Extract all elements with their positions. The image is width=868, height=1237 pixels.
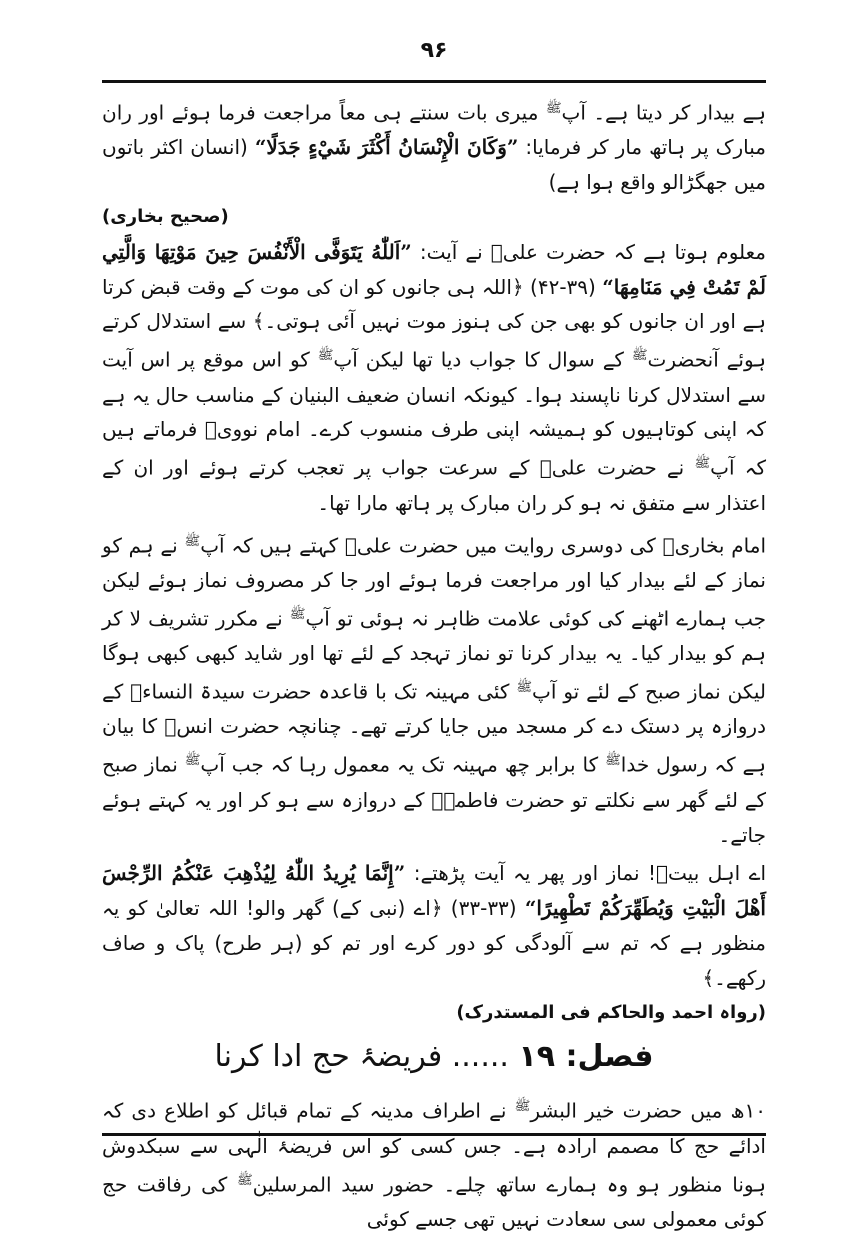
p1-text-2: میری بات سنتے ہی معاً مراجعت فرما ہوئے اور ران مبارک پر ہاتھ مار کر فرمایا: (102, 100, 767, 160)
section-title: فریضۂ حج ادا کرنا (214, 1039, 443, 1075)
p3-text-2: نے ہم کو نماز کے لئے بیدار کیا اور مراجعت فرما ہوئے اور جا کر مصروف نماز ہوئے لیکن جب ہمارے اٹھنے کی کوئی علامت ظاہر نہ ہوئی تو آپ (102, 533, 767, 631)
verse-reference: (۳۹-۴۲) (530, 274, 596, 299)
section-heading (102, 1032, 766, 1082)
p4-text-1: اے اہل بیتؓ! نماز اور پھر یہ آیت پڑھتے: (405, 861, 766, 886)
p2-text-3: کے سوال کا جواب دیا تھا لیکن آپ (333, 347, 632, 372)
quran-quote: ”اَللّٰهُ يَتَوَفَّى الْأَنْفُسَ حِينَ مَوْتِهَا وَالَّتِي لَمْ تَمُتْ فِي مَنَامِهَا“ (102, 239, 766, 299)
salla-symbol: ﷺ (236, 1172, 253, 1188)
p3-text-1: امام بخاریؒ کی دوسری روایت میں حضرت علیؓ کہتے ہیں کہ آپ (200, 533, 766, 558)
paragraph-3 (102, 525, 766, 853)
salla-symbol: ﷺ (631, 348, 648, 364)
p1-text-1: ہے بیدار کر دیتا ہے۔ آپ (561, 100, 766, 125)
p3-text-4: کئی مہینہ تک با قاعدہ حضرت سیدۃ النساءؓ کے دروازہ پر دستک دے کر مسجد میں جایا کرتے تھے۔ چنانچہ حضرت انسؓ کا بیان ہے کہ رسول خدا (102, 679, 766, 777)
page-body (102, 92, 766, 1237)
source-citation: (رواہ احمد والحاکم فی المستدرک) (456, 1001, 766, 1023)
verse-reference: (۳۳-۳۳) (450, 896, 517, 921)
salla-symbol: ﷺ (317, 348, 334, 364)
salla-symbol: ﷺ (694, 456, 711, 472)
p4-text-2: ﴿اے (نبی کے) گھر والو! اللہ تعالیٰ کو یہ منظور ہے کہ تم سے آلودگی کو دور کرے اور تم کو (ہر طرح) پاک و صاف رکھے۔﴾ (102, 896, 766, 990)
paragraph-1 (102, 92, 766, 200)
top-rule (102, 80, 766, 83)
p5-text-1: ۱۰ھ میں حضرت خیر البشر (530, 1098, 766, 1123)
p3-text-3: نے مکرر تشریف لا کر ہم کو بیدار کیا۔ یہ بیدار کرنا تو نماز تہجد کے لئے تھا اور شاید کبھی کبھی ہوگا لیکن نماز صبح کے لئے تو آپ (102, 606, 766, 704)
source-citation: (صحیح بخاری) (102, 206, 229, 228)
p3-text-5: کا برابر چھ مہینہ تک یہ معمول رہا کہ جب آپ (200, 752, 606, 777)
source-row-1 (102, 200, 766, 235)
paragraph-2 (102, 235, 766, 521)
p3-text-6: نماز صبح کے لئے گھر سے نکلتے تو حضرت فاطمہؓ کے دروازہ سے ہو کر اور یہ کہتے ہوئے جاتے۔ (102, 752, 766, 847)
paragraph-4 (102, 856, 766, 995)
section-dots: ...... (451, 1039, 509, 1075)
p5-text-2: نے اطراف مدینہ کے تمام قبائل کو اطلاع دی کہ ادائے حج کا مصمم ارادہ ہے۔ جس کسی کو اس فریضۂ الٰہی سے سبکدوش ہونا منظور ہو وہ ہمارے ساتھ چلے۔ حضور سید المرسلین (102, 1098, 766, 1197)
p2-text-2: ﴿اللہ ہی جانوں کو ان کی موت کے وقت قبض کرتا ہے اور ان جانوں کو بھی جن کی ہنوز موت نہیں آئی ہوتی۔﴾ سے استدلال کرتے ہوئے آنحضرت (102, 274, 767, 372)
bottom-rule (102, 1133, 766, 1136)
quran-quote: ”إِنَّمَا يُرِيدُ اللّٰهُ لِيُذْهِبَ عَنْكُمُ الرِّجْسَ أَهْلَ الْبَيْتِ وَيُطَهِّرَكُمْ تَطْهِيرًا“ (102, 861, 766, 921)
salla-symbol: ﷺ (514, 1099, 531, 1115)
page-number: ۹۶ (420, 38, 448, 63)
salla-symbol: ﷺ (516, 680, 533, 696)
salla-symbol: ﷺ (605, 753, 621, 769)
salla-symbol: ﷺ (545, 101, 562, 116)
p2-text-4: کو اس موقع پر اس آیت سے استدلال کرنا ناپسند ہوا۔ کیونکہ انسان ضعیف البنیان کے مناسب حال یہ ہے کہ اپنی کوتاہیوں کو ہمیشہ اپنی طرف منسوب کرے۔ امام نوویؒ فرماتے ہیں کہ آپ (102, 347, 766, 480)
quran-quote: ”وَكَانَ الْإِنْسَانُ أَكْثَرَ شَيْءٍ جَدَلًا“ (254, 135, 519, 160)
p5-text-3: کی رفاقت حج کوئی معمولی سی سعادت نہیں تھی جسے کوئی (102, 1172, 766, 1232)
p2-text-5: نے حضرت علیؓ کے سرعت جواب پر تعجب کرتے ہوئے اور ان کے اعتذار سے متفق نہ ہو کر ران مبارک پر ہاتھ مارا تھا۔ (102, 455, 766, 515)
source-row-2 (102, 996, 766, 1031)
p2-text-1: معلوم ہوتا ہے کہ حضرت علیؓ نے آیت: (411, 239, 767, 264)
salla-symbol: ﷺ (184, 753, 201, 769)
p1-text-3: (انسان اکثر باتوں میں جھگڑالو واقع ہوا ہے) (102, 135, 766, 195)
salla-symbol: ﷺ (184, 533, 201, 549)
salla-symbol: ﷺ (289, 606, 306, 622)
section-label: فصل: ۱۹ (518, 1039, 654, 1075)
paragraph-5 (102, 1090, 766, 1237)
